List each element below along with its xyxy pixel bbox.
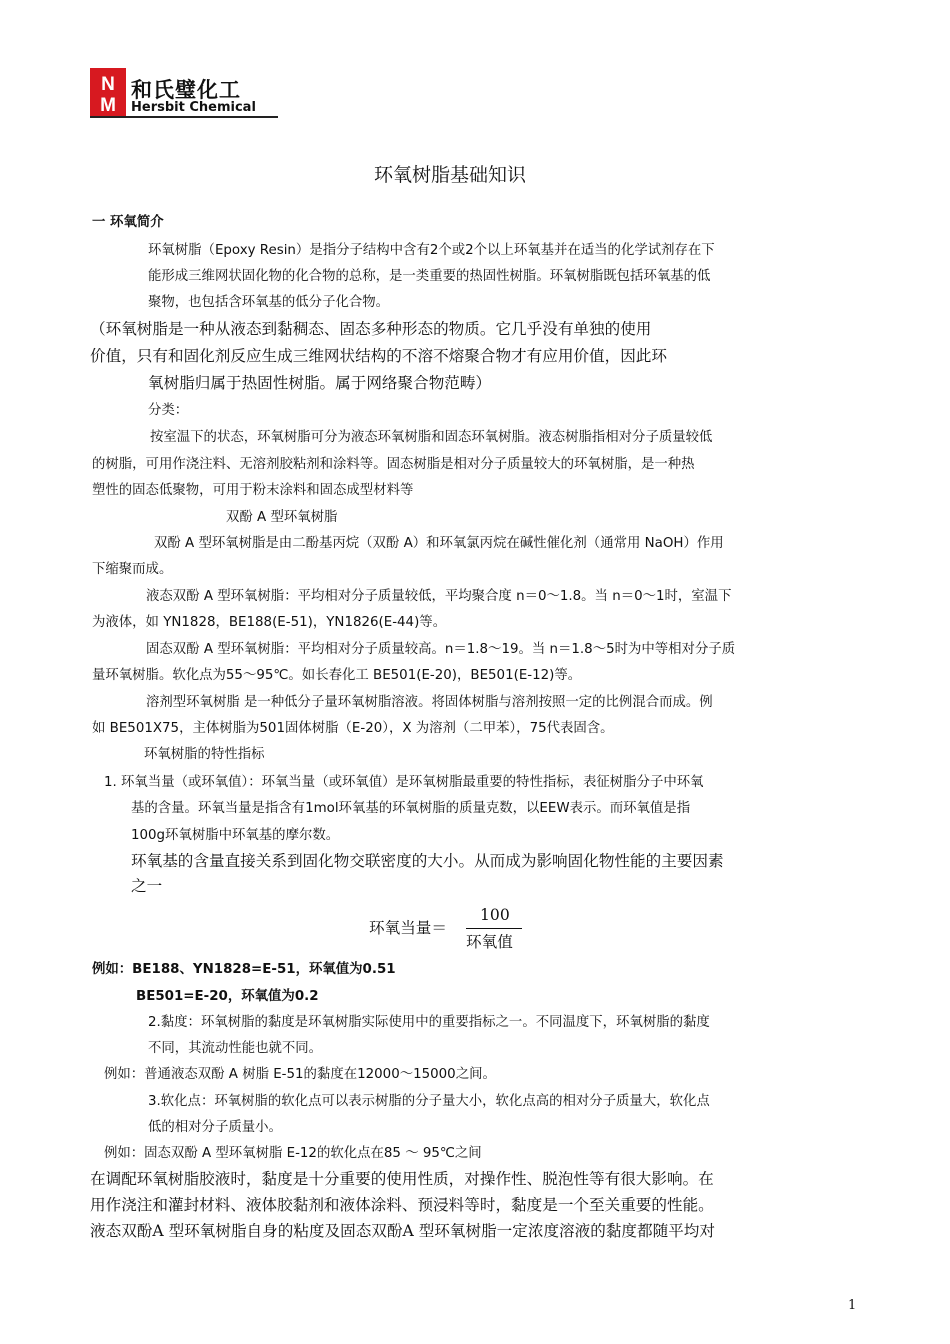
paragraph-line: 液态双酚 A 型环氧树脂：平均相对分子质量较低，平均聚合度 n＝0～1.8。当 n＝0～1时，室温下 [146,589,732,604]
paragraph-line: 之一 [131,877,163,895]
paragraph-line: 为液体，如 YN1828，BE188(E-51)，YN1826(E-44)等。 [92,615,447,630]
example-line: 例如：固态双酚 A 型环氧树脂 E-12的软化点在85 ～ 95℃之间 [104,1146,482,1161]
paragraph-line: 环氧基的含量直接关系到固化物交联密度的大小。从而成为影响固化物性能的主要因素 [131,852,724,870]
example-line: 例如：普通液态双酚 A 树脂 E-51的黏度在12000～15000之间。 [104,1067,496,1082]
formula-numerator: 100 [480,906,510,924]
paragraph-line: 量环氧树脂。软化点为55～95℃。如长春化工 BE501(E-20)，BE501(E-12)等。 [92,668,582,683]
paragraph-line: 塑性的固态低聚物，可用于粉末涂料和固态成型材料等 [92,483,414,498]
formula-denominator: 环氧值 [466,933,513,951]
subheading: 环氧树脂的特性指标 [144,747,265,762]
company-name-cn: 和氏璧化工 [131,78,241,102]
subheading: 双酚 A 型环氧树脂 [226,510,338,525]
paragraph-line: 如 BE501X75，主体树脂为501固体树脂（E-20），X 为溶剂（二甲苯），75代表固含。 [92,721,614,736]
example-line: BE501=E-20，环氧值为0.2 [136,989,319,1004]
example-line: 例如：BE188、YN1828=E-51，环氧值为0.51 [92,962,396,977]
list-item: 1. 环氧当量（或环氧值）：环氧当量（或环氧值）是环氧树脂最重要的特性指标，表征树脂分子中环氧 [104,775,704,790]
paragraph-line: 能形成三维网状固化物的化合物的总称，是一类重要的热固性树脂。环氧树脂既包括环氧基的低 [148,269,711,284]
paragraph-line: （环氧树脂是一种从液态到黏稠态、固态多种形态的物质。它几乎没有单独的使用 [90,320,652,338]
list-item: 2.黏度：环氧树脂的黏度是环氧树脂实际使用中的重要指标之一。不同温度下，环氧树脂的黏度 [148,1015,710,1030]
paragraph-line: 用作浇注和灌封材料、液体胶黏剂和液体涂料、预浸料等时，黏度是一个至关重要的性能。 [90,1196,714,1214]
paragraph-line: 价值，只有和固化剂反应生成三维网状结构的不溶不熔聚合物才有应用价值，因此环 [90,347,667,365]
paragraph-line: 下缩聚而成。 [92,562,173,577]
paragraph-line: 的树脂，可用作浇注料、无溶剂胶粘剂和涂料等。固态树脂是相对分子质量较大的环氧树脂，是一种热 [92,457,695,472]
paragraph-line: 溶剂型环氧树脂 是一种低分子量环氧树脂溶液。将固体树脂与溶剂按照一定的比例混合而成。例 [146,695,713,710]
paragraph-line: 固态双酚 A 型环氧树脂：平均相对分子质量较高。n＝1.8～19。当 n＝1.8～5时为中等相对分子质 [146,642,736,657]
formula-lhs: 环氧当量＝ [369,919,447,937]
subheading: 分类： [148,403,189,418]
list-item: 3.软化点：环氧树脂的软化点可以表示树脂的分子量大小，软化点高的相对分子质量大，软化点 [148,1094,710,1109]
paragraph-line: 在调配环氧树脂胶液时，黏度是十分重要的使用性质，对操作性、脱泡性等有很大影响。在 [90,1170,714,1188]
paragraph-line: 液态双酚A 型环氧树脂自身的粘度及固态双酚A 型环氧树脂一定浓度溶液的黏度都随平均对 [90,1222,715,1240]
paragraph-line: 不同，其流动性能也就不同。 [148,1041,323,1056]
logo-underline [90,116,278,118]
paragraph-line: 低的相对分子质量小。 [148,1120,282,1135]
paragraph-line: 100g环氧树脂中环氧基的摩尔数。 [131,828,340,843]
paragraph-line: 氧树脂归属于热固性树脂。属于网络聚合物范畴） [148,374,492,392]
paragraph-line: 基的含量。环氧当量是指含有1mol环氧基的环氧树脂的质量克数，以EEW表示。而环氧值是指 [131,801,691,816]
svg-text:N: N [101,74,115,95]
paragraph-line: 双酚 A 型环氧树脂是由二酚基丙烷（双酚 A）和环氧氯丙烷在碱性催化剂（通常用 NaOH）作用 [154,536,724,551]
svg-text:M: M [100,95,116,116]
company-logo-mark [90,68,126,116]
paragraph-line: 按室温下的状态，环氧树脂可分为液态环氧树脂和固态环氧树脂。液态树脂指相对分子质量较低 [150,430,713,445]
company-name-en: Hersbit Chemical [131,100,256,115]
page-number: 1 [848,1298,857,1313]
paragraph-line: 聚物，也包括含环氧基的低分子化合物。 [148,295,390,310]
document-title: 环氧树脂基础知识 [374,164,527,186]
section-heading: 一 环氧简介 [92,215,164,230]
paragraph-line: 环氧树脂（Epoxy Resin）是指分子结构中含有2个或2个以上环氧基并在适当的化学试剂存在下 [148,243,715,258]
